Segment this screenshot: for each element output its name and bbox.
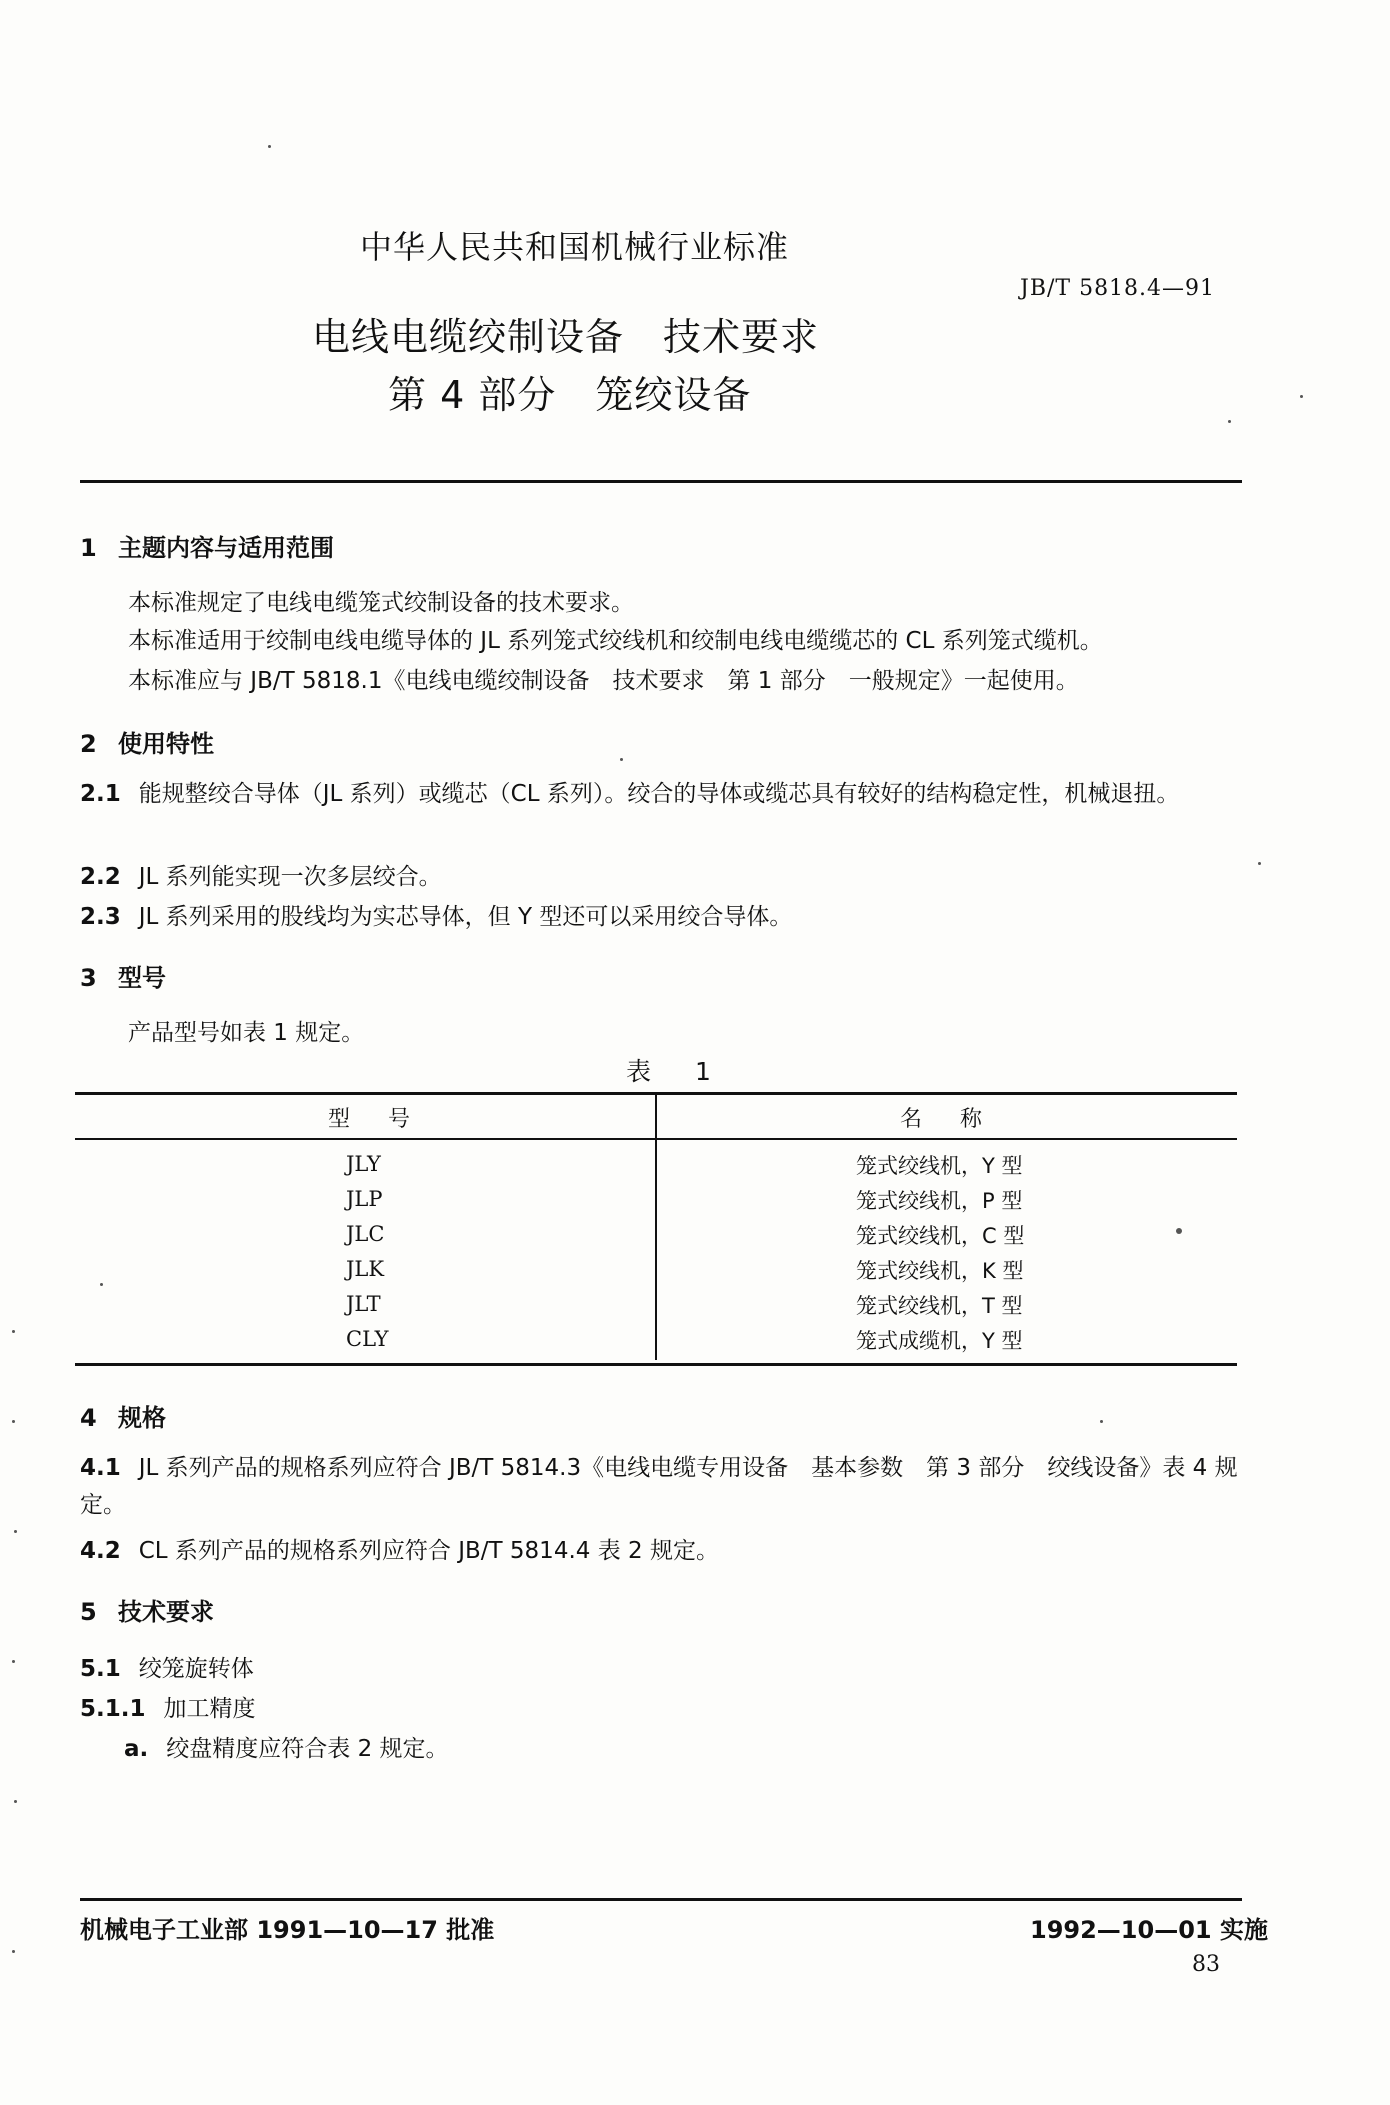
issuing-organization: 中华人民共和国机械行业标准: [360, 228, 790, 266]
scan-speck: [1176, 1228, 1182, 1234]
table-1-header-name: 名称: [900, 1107, 1021, 1132]
section-2-number: 2: [80, 730, 97, 758]
standard-code: JB/T 5818.4—91: [1020, 276, 1216, 301]
header-rule: [80, 480, 1242, 483]
scan-speck: [12, 1420, 15, 1423]
table-1-caption: 表 1: [626, 1057, 729, 1086]
clause-5-1: [80, 1650, 254, 1683]
clause-4-2-text: CL 系列产品的规格系列应符合 JB/T 5814.4 表 2 规定。: [138, 1538, 719, 1564]
section-1-heading: [80, 528, 334, 563]
section-3-number: 3: [80, 964, 97, 992]
clause-5-1-1-number: 5.1.1: [80, 1696, 146, 1722]
clause-2-1: [80, 776, 1245, 813]
clause-2-1-text: 能规整绞合导体（JL 系列）或缆芯（CL 系列）。绞合的导体或缆芯具有较好的结构稳定性，机械退扭。: [138, 781, 1180, 807]
effective-date: 1992—10—01 实施: [1030, 1916, 1268, 1944]
item-a-label: a.: [124, 1736, 149, 1762]
scan-speck: [1100, 1420, 1103, 1423]
section-5-number: 5: [80, 1598, 97, 1626]
scan-speck: [1258, 862, 1261, 865]
item-a: [124, 1730, 449, 1763]
clause-4-1: [80, 1450, 1245, 1524]
scan-speck: [12, 1660, 15, 1663]
clause-4-2-number: 4.2: [80, 1538, 121, 1564]
clause-5-1-1: [80, 1690, 256, 1723]
table-row-model: JLY: [346, 1152, 381, 1176]
section-1-title: 主题内容与适用范围: [118, 534, 334, 562]
scan-speck: [268, 145, 271, 148]
table-row-model: JLT: [346, 1292, 381, 1316]
section-3-heading: [80, 958, 166, 993]
table-row-name: 笼式绞线机，K 型: [856, 1259, 1024, 1283]
clause-5-1-text: 绞笼旋转体: [138, 1656, 254, 1682]
footer-rule: [80, 1898, 1242, 1901]
scan-speck: [100, 1283, 103, 1286]
section-1-number: 1: [80, 534, 97, 562]
scan-speck: [14, 1800, 17, 1803]
table-row-model: CLY: [346, 1327, 389, 1351]
section-4-number: 4: [80, 1404, 97, 1432]
clause-4-1-text: JL 系列产品的规格系列应符合 JB/T 5814.3《电线电缆专用设备 基本参数 第 3 部分 绞线设备》表 4 规定。: [80, 1455, 1238, 1518]
section-4-heading: [80, 1398, 166, 1433]
table-row-model: JLC: [346, 1222, 385, 1246]
section-2-heading: [80, 724, 214, 759]
clause-2-3-text: JL 系列采用的股线均为实芯导体，但 Y 型还可以采用绞合导体。: [138, 904, 793, 930]
table-row-name: 笼式成缆机，Y 型: [856, 1329, 1023, 1353]
clause-4-2: [80, 1532, 719, 1565]
clause-2-2: [80, 858, 442, 891]
document-title-line1: 电线电缆绞制设备 技术要求: [312, 315, 820, 359]
scan-speck: [12, 1330, 15, 1333]
item-a-text: 绞盘精度应符合表 2 规定。: [166, 1736, 449, 1762]
section-1-paragraph-1: 本标准规定了电线电缆笼式绞制设备的技术要求。: [128, 590, 634, 616]
clause-2-1-number: 2.1: [80, 781, 121, 807]
section-5-title: 技术要求: [118, 1598, 214, 1626]
table-row-name: 笼式绞线机，P 型: [856, 1189, 1023, 1213]
table-row-name: 笼式绞线机，T 型: [856, 1294, 1023, 1318]
scan-speck: [620, 758, 623, 761]
section-2-title: 使用特性: [118, 730, 214, 758]
scan-speck: [1228, 420, 1231, 423]
scan-speck: [12, 1950, 15, 1953]
table-1-header-rule: [75, 1138, 1237, 1140]
section-3-title: 型号: [118, 964, 166, 992]
table-1-header-model: 型号: [328, 1107, 449, 1132]
clause-2-3-number: 2.3: [80, 904, 121, 930]
page-number: 83: [1192, 1952, 1220, 1977]
section-1-paragraph-3: 本标准应与 JB/T 5818.1《电线电缆绞制设备 技术要求 第 1 部分 一般规定》一起使用。: [128, 668, 1079, 694]
approval-line: 机械电子工业部 1991—10—17 批准: [80, 1916, 495, 1944]
clause-5-1-1-text: 加工精度: [163, 1696, 256, 1722]
section-1-paragraph-2: 本标准适用于绞制电线电缆导体的 JL 系列笼式绞线机和绞制电线电缆缆芯的 CL 系列笼式缆机。: [128, 628, 1103, 654]
section-3-paragraph-1: 产品型号如表 1 规定。: [128, 1020, 365, 1046]
clause-2-2-number: 2.2: [80, 864, 121, 890]
clause-5-1-number: 5.1: [80, 1656, 121, 1682]
document-title-line2: 第 4 部分 笼绞设备: [388, 373, 752, 417]
table-row-name: 笼式绞线机，C 型: [856, 1224, 1025, 1248]
clause-4-1-number: 4.1: [80, 1455, 121, 1481]
table-row-name: 笼式绞线机，Y 型: [856, 1154, 1023, 1178]
scan-speck: [1300, 395, 1303, 398]
clause-2-2-text: JL 系列能实现一次多层绞合。: [138, 864, 442, 890]
clause-2-3: [80, 898, 792, 931]
section-5-heading: [80, 1592, 214, 1627]
table-1-column-divider: [655, 1092, 657, 1360]
table-row-model: JLP: [346, 1187, 383, 1211]
table-row-model: JLK: [346, 1257, 385, 1281]
section-4-title: 规格: [118, 1404, 166, 1432]
scan-speck: [14, 1530, 17, 1533]
